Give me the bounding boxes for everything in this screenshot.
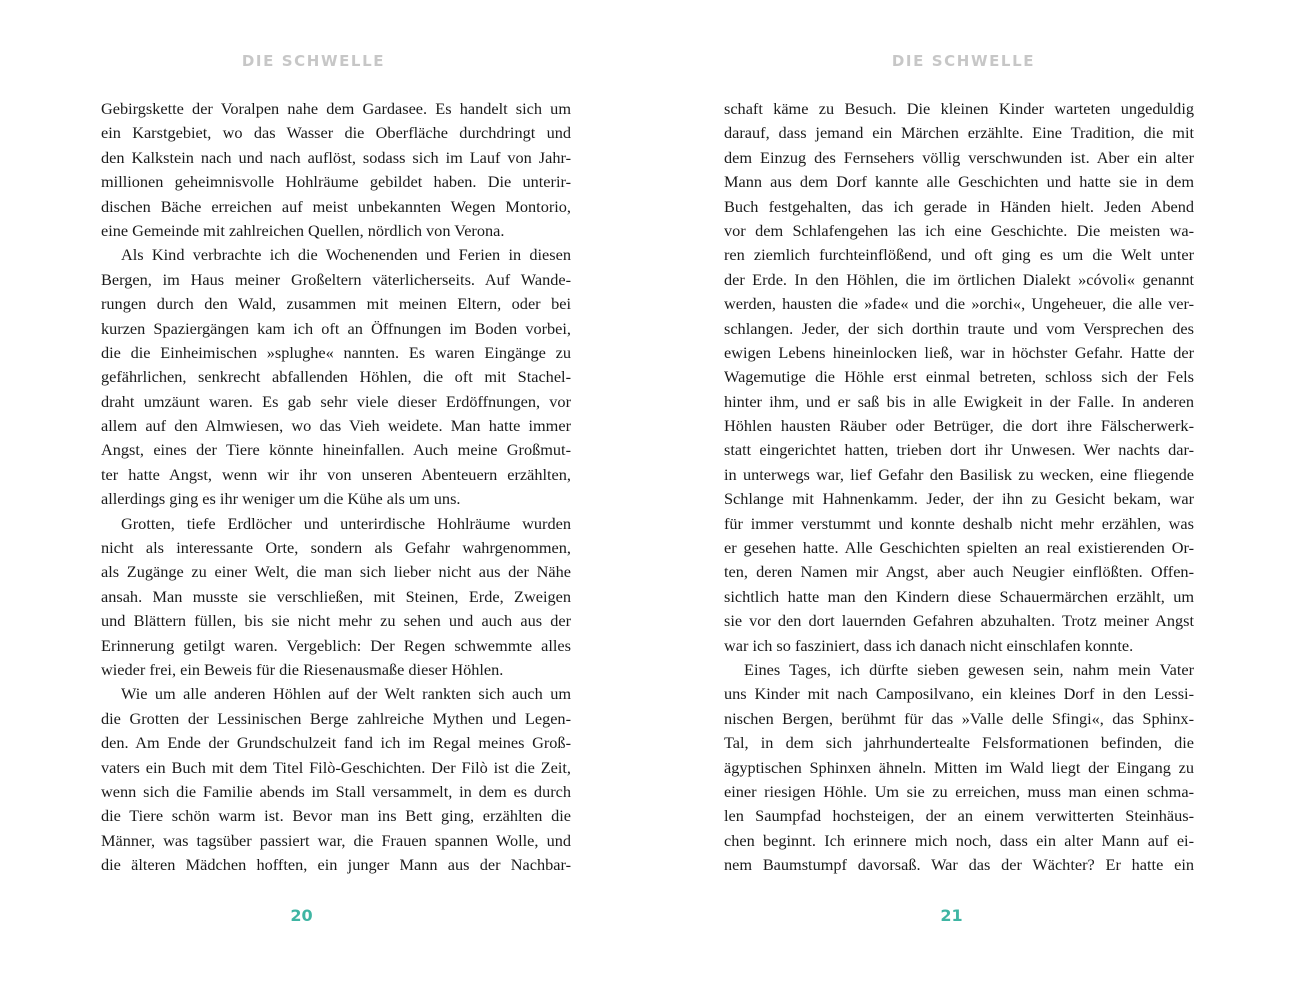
text-line: sichtlich hatte man den Kindern diese Schauermärchen erzählt, um [724,586,1194,606]
running-head: DIE SCHWELLE [241,52,386,70]
page-number: 21 [940,906,963,925]
running-head: DIE SCHWELLE [891,52,1036,70]
text-line: darauf, dass jemand ein Märchen erzählte. Eine Tradition, die mit [724,123,1194,143]
text-line: Angst, eines der Tiere könnte hineinfallen. Auch meine Großmut- [101,440,571,460]
text-line: und Blättern füllen, bis sie nicht mehr zu sehen und auch aus der [101,611,571,631]
text-line: len Saumpfad hochsteigen, der an einem verwitterten Steinhäus- [724,806,1194,826]
text-line: einer riesigen Höhle. Um sie zu erreichen, muss man einen schma- [724,781,1194,801]
text-line: ten, deren Namen mir Angst, aber auch Neugier einflößten. Offen- [724,562,1194,582]
text-line: die die Einheimischen »splughe« nannten. Es waren Eingänge zu [101,342,571,362]
text-line: nischen Bergen, berühmt für das »Valle delle Sfingi«, das Sphinx- [724,708,1194,728]
text-line: ansah. Man musste sie verschließen, mit Steinen, Erde, Zweigen [101,586,571,606]
text-line: rungen durch den Wald, zusammen mit meinen Eltern, oder bei [101,294,571,314]
text-line: ren ziemlich furchteinflößend, und oft ging es um die Welt unter [724,245,1194,265]
text-line: Wagemutige die Höhle erst einmal betreten, schloss sich der Fels [724,367,1194,387]
text-line: Bergen, im Haus meiner Großeltern väterlicherseits. Auf Wande- [101,269,571,289]
text-line: die Tiere schön warm ist. Bevor man ins Bett ging, erzählten die [101,806,571,826]
text-line: Mann aus dem Dorf kannte alle Geschichten und hatte sie in dem [724,172,1194,192]
text-line: eine Gemeinde mit zahlreichen Quellen, nördlich von Verona. [101,220,505,240]
text-line: die Grotten der Lessinischen Berge zahlreiche Mythen und Legen- [101,708,571,728]
left-page [0,0,647,1000]
text-line: Buch festgehalten, das ich gerade in Händen hielt. Jeden Abend [724,196,1194,216]
text-line: er gesehen hatte. Alle Geschichten spielten an real existierenden Or- [724,538,1194,558]
text-line: nicht als interessante Orte, sondern als Gefahr wahrgenommen, [101,538,571,558]
text-line: uns Kinder mit nach Camposilvano, ein kleines Dorf in den Lessi- [724,684,1194,704]
text-line: Erinnerung getilgt waren. Vergeblich: Der Regen schwemmte alles [101,635,571,655]
right-page [648,0,1295,1000]
page-number: 20 [290,906,313,925]
text-line: Gebirgskette der Voralpen nahe dem Gardasee. Es handelt sich um [101,99,571,118]
text-line: millionen geheimnisvolle Hohlräume gebildet haben. Die unterir- [101,172,571,192]
text-line: Eines Tages, ich dürfte sieben gewesen sein, nahm mein Vater [744,659,1194,679]
text-line: statt eingerichtet hatten, trieben dort ihr Unwesen. Wer nachts dar- [724,440,1194,460]
text-line: werden, hausten die »fade« und die »orchi«, Ungeheuer, die alle ver- [724,294,1194,314]
text-line: der Erde. In den Höhlen, die im örtlichen Dialekt »cóvoli« genannt [724,269,1194,289]
text-line: den. Am Ende der Grundschulzeit fand ich im Regal meines Groß- [101,733,571,753]
text-line: hinter ihm, und er saß bis in alle Ewigkeit in der Falle. In anderen [724,391,1194,411]
text-line: schaft käme zu Besuch. Die kleinen Kinder warteten ungeduldig [724,99,1194,118]
text-line: als Zugänge zu einer Welt, die man sich lieber nicht aus der Nähe [101,562,571,582]
text-line: Wie um alle anderen Höhlen auf der Welt rankten sich auch um [121,684,571,704]
text-line: Tal, in dem sich jahrhundertealte Felsformationen befinden, die [724,733,1194,753]
text-line: Schlange mit Hahnenkamm. Jeder, der ihn zu Gesicht bekam, war [724,489,1194,509]
text-line: allem auf den Almwiesen, wo das Vieh weidete. Man hatte immer [101,416,571,436]
text-line: den Kalkstein nach und nach auflöst, sodass sich im Lauf von Jahr- [101,147,571,167]
text-line: ter hatte Angst, wenn wir ihr von unseren Abenteuern erzählten, [101,464,571,484]
text-line: dem Einzug des Fernsehers völlig verschwunden ist. Aber ein alter [724,147,1194,167]
text-line: allerdings ging es ihr weniger um die Kühe als um uns. [101,489,461,509]
text-line: dischen Bäche erreichen auf meist unbekannten Wegen Montorio, [101,196,571,216]
text-line: für immer verstummt und konnte deshalb nicht mehr erzählen, was [724,513,1194,533]
text-line: wieder frei, ein Beweis für die Riesenausmaße dieser Höhlen. [101,659,504,679]
text-line: vor dem Schlafengehen las ich eine Geschichte. Die meisten wa- [724,220,1194,240]
text-line: kurzen Spaziergängen kam ich oft an Öffnungen im Boden vorbei, [101,318,571,338]
text-line: in unterwegs war, lief Gefahr den Basilisk zu wecken, eine fliegende [724,464,1194,484]
text-line: chen beginnt. Ich erinnere mich noch, dass ein alter Mann auf ei- [724,830,1194,850]
text-line: ein Karstgebiet, wo das Wasser die Oberfläche durchdringt und [101,123,571,143]
text-line: ägyptischen Sphinxen ähneln. Mitten im Wald liegt der Eingang zu [724,757,1194,777]
text-line: sie vor den dort lauernden Gefahren abzuhalten. Trotz meiner Angst [724,611,1194,631]
text-line: die älteren Mädchen hofften, ein junger Mann aus der Nachbar- [101,855,571,875]
body-text [101,97,571,878]
text-line: draht umzäunt waren. Es gab sehr viele dieser Erdöffnungen, vor [101,391,571,411]
text-line: Männer, was tagsüber passiert war, die Frauen spannen Wolle, und [101,830,571,850]
text-line: schlangen. Jeder, der sich dorthin traute und vom Versprechen des [724,318,1194,338]
text-line: war ich so fasziniert, dass ich danach nicht einschlafen konnte. [724,635,1134,655]
text-line: gefährlichen, senkrecht abfallenden Höhlen, die oft mit Stachel- [101,367,571,387]
text-line: Grotten, tiefe Erdlöcher und unterirdische Hohlräume wurden [121,513,571,533]
text-line: ewigen Lebens hineinlocken ließ, war in höchster Gefahr. Hatte der [724,342,1194,362]
body-text [724,97,1194,878]
text-line: Als Kind verbrachte ich die Wochenenden und Ferien in diesen [121,245,571,265]
text-line: wenn sich die Familie abends im Stall versammelt, in dem es durch [101,781,571,801]
text-line: Höhlen hausten Räuber oder Betrüger, die dort ihre Fälscherwerk- [724,416,1194,436]
text-line: vaters ein Buch mit dem Titel Filò-Geschichten. Der Filò ist die Zeit, [101,757,571,777]
text-line: nem Baumstumpf davorsaß. War das der Wächter? Er hatte ein [724,855,1194,875]
